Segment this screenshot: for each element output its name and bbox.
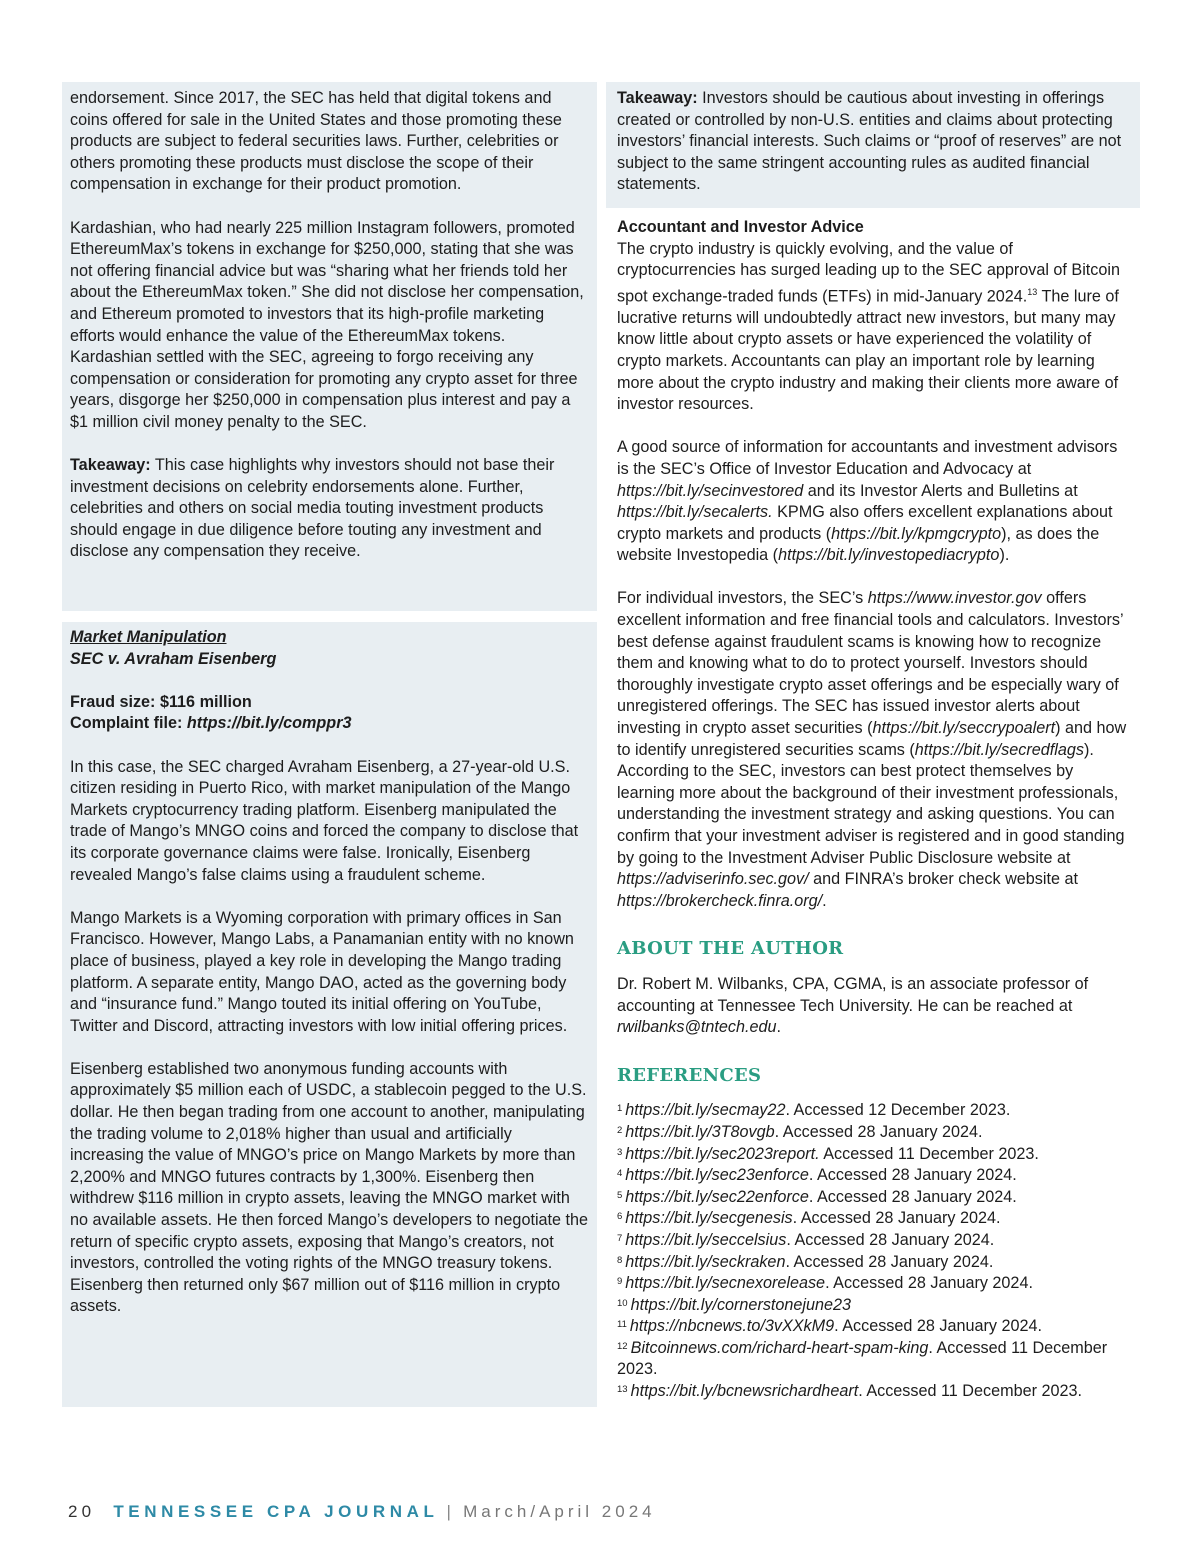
text: .	[776, 1018, 782, 1037]
text: For individual investors, the SEC’s	[617, 589, 868, 608]
left-bottom-paragraph-3: Eisenberg established two anonymous funding accounts with approximately $5 million each of USDC, a stablecoin pegged to the U.S. dollar. He then began trading from one account to another, manipulating the trading volume to 2,018% higher than usual and artificially increasing the value of MNGO’s price on Mango Markets by more than 2,200% and MNGO futures contracts by 1,300%. Eisenberg then withdrew $116 million in crypto assets, leaving the MNGO market with no available assets. He then forced Mango’s developers to negotiate the return of specific crypto assets, exposing that Mango’s creators, not investors, controlled the voting rights of the MNGO treasury tokens. Eisenberg then returned only $67 million out of $116 million in crypto assets.	[70, 1059, 589, 1316]
takeaway-label: Takeaway:	[617, 89, 698, 107]
reference-link[interactable]: https://bit.ly/sec23enforce	[625, 1166, 809, 1185]
advice-heading: Accountant and Investor Advice	[617, 218, 864, 236]
link-secinvestored[interactable]: https://bit.ly/secinvestored	[617, 481, 804, 500]
reference-accessed: . Accessed 12 December 2023.	[785, 1101, 1011, 1120]
left-bottom-paragraph-1: In this case, the SEC charged Avraham Eisenberg, a 27-year-old U.S. citizen residing in Puerto Rico, with market manipulation of the Mango Markets cryptocurrency trading platform. Eisenberg manipulated the trade of Mango’s MNGO coins and forced the company to disclose that its corporate governance claims were false. Ironically, Eisenberg revealed Mango’s false claims using a fraudulent scheme.	[70, 757, 579, 884]
reference-accessed: . Accessed 28 January 2024.	[792, 1209, 1001, 1228]
reference-item	[617, 1208, 1133, 1230]
reference-item	[617, 1273, 1133, 1295]
reference-item	[617, 1144, 1133, 1166]
reference-link[interactable]: https://bit.ly/secmay22	[625, 1101, 786, 1120]
link-kpmgcrypto[interactable]: https://bit.ly/kpmgcrypto	[831, 524, 1002, 543]
reference-item	[617, 1122, 1133, 1144]
reference-number: 2	[617, 1124, 623, 1136]
reference-accessed: . Accessed 11 December 2023.	[858, 1382, 1082, 1401]
reference-number: 9	[617, 1276, 623, 1288]
reference-link[interactable]: https://nbcnews.to/3vXXkM9	[629, 1317, 835, 1336]
reference-link[interactable]: https://bit.ly/seckraken	[625, 1252, 786, 1271]
reference-link[interactable]: https://bit.ly/secnexorelease	[625, 1274, 826, 1293]
reference-item	[617, 1165, 1133, 1187]
reference-link[interactable]: https://bit.ly/secgenesis	[625, 1209, 793, 1228]
case-category: Market Manipulation	[70, 628, 227, 646]
reference-accessed: . Accessed 28 January 2024.	[785, 1252, 994, 1271]
text: offers excellent information and free financial tools and calculators. Investors’ best defense against fraudulent scams is knowing how to recognize them and knowing what to do to protect yourself. Investors should thoroughly investigate crypto asset offerings and be especially wary of unregistered offerings. The SEC has issued investor alerts about investing in crypto asset securities (	[617, 589, 1123, 738]
case-title: SEC v. Avraham Eisenberg	[70, 649, 277, 668]
link-investor-gov[interactable]: https://www.investor.gov	[867, 589, 1042, 608]
individual-investors-paragraph	[617, 588, 1133, 912]
link-adviserinfo[interactable]: https://adviserinfo.sec.gov/	[617, 870, 809, 889]
takeaway-text: Investors should be cautious about investing in offerings created or controlled by non-U.S. entities and claims about protecting investors’ financial interests. Such claims or “proof of reserves” are not subject to the same stringent accounting rules as audited financial statements.	[617, 89, 1122, 194]
text: and FINRA’s broker check website at	[808, 870, 1078, 889]
left-top-takeaway	[70, 455, 589, 563]
left-top-paragraph-2: Kardashian, who had nearly 225 million Instagram followers, promoted EthereumMax’s tokens in exchange for $250,000, stating that she was not offering financial advice but was “sharing what her friends told her about the EthereumMax token.” She did not disclose her compensation, and Ethereum promoted to investors that its high-profile marketing efforts would enhance the value of the EthereumMax tokens. Kardashian settled with the SEC, agreeing to forgo receiving any compensation or consideration for promoting any crypto asset for three years, disgorge her $250,000 in compensation plus interest and pay a $1 million civil money penalty to the SEC.	[70, 218, 584, 431]
link-seccrypoalert[interactable]: https://bit.ly/seccrypoalert	[872, 719, 1056, 738]
page-number: 20	[68, 1502, 96, 1521]
right-takeaway-box	[606, 82, 1140, 208]
text: Dr. Robert M. Wilbanks, CPA, CGMA, is an associate professor of accounting at Tennessee Tech University. He can be reached at	[617, 974, 1089, 1015]
text: ). According to the SEC, investors can best protect themselves by learning more about the background of their investment professionals, understanding the investment strategy and asking questions. You can confirm that your investment adviser is registered and in good standing by going to the Investment Adviser Public Disclosure website at	[617, 740, 1125, 867]
text: and its Investor Alerts and Bulletins at	[803, 481, 1078, 500]
reference-accessed: . Accessed 28 January 2024.	[825, 1274, 1033, 1293]
takeaway-label: Takeaway:	[70, 456, 151, 475]
reference-number: 3	[617, 1146, 623, 1158]
reference-number: 10	[617, 1297, 628, 1309]
reference-accessed: . Accessed 11 December 2023.	[617, 1338, 1108, 1379]
reference-item	[617, 1187, 1133, 1209]
reference-item	[617, 1316, 1133, 1338]
left-bottom-box	[62, 622, 597, 1407]
about-author-heading: ABOUT THE AUTHOR	[617, 938, 844, 960]
reference-accessed: . Accessed 28 January 2024.	[786, 1230, 995, 1249]
reference-number: 4	[617, 1168, 623, 1180]
link-investopediacrypto[interactable]: https://bit.ly/investopediacrypto	[778, 546, 1000, 565]
reference-number: 12	[617, 1340, 628, 1352]
reference-accessed: Accessed 11 December 2023.	[819, 1144, 1039, 1163]
link-secalerts[interactable]: https://bit.ly/secalerts.	[617, 503, 773, 522]
reference-link[interactable]: https://bit.ly/sec22enforce	[625, 1187, 809, 1206]
references-list	[617, 1100, 1133, 1402]
reference-item	[617, 1338, 1133, 1381]
reference-accessed: . Accessed 28 January 2024.	[834, 1317, 1043, 1336]
link-brokercheck[interactable]: https://brokercheck.finra.org/	[617, 891, 823, 910]
reference-item	[617, 1230, 1133, 1252]
text: A good source of information for accountants and investment advisors is the SEC’s Office of Investor Education and Advocacy at	[617, 438, 1118, 478]
left-top-paragraph-1: endorsement. Since 2017, the SEC has held that digital tokens and coins offered for sale in the United States and those promoting these products are subject to federal securities laws. Further, celebrities or others promoting these products must disclose the scope of their compensation in exchange for their product promotion.	[70, 89, 562, 194]
left-bottom-paragraph-2: Mango Markets is a Wyoming corporation with primary offices in San Francisco. However, Mango Labs, a Panamanian entity with no known place of business, played a key role in developing the Mango trading platform. A separate entity, Mango DAO, acted as the governing body and “insurance fund.” Mango touted its initial offering on YouTube, Twitter and Discord, attracting investors with low initial offering prices.	[70, 908, 574, 1035]
page-footer	[68, 1502, 656, 1522]
journal-name: TENNESSEE CPA JOURNAL	[113, 1502, 439, 1521]
references-heading: REFERENCES	[617, 1064, 762, 1086]
reference-accessed: . Accessed 28 January 2024.	[774, 1122, 983, 1141]
reference-number: 8	[617, 1254, 623, 1266]
advice-section	[617, 217, 1133, 416]
text: ), as does the website Investopedia (	[617, 524, 1100, 565]
reference-link[interactable]: https://bit.ly/seccelsius	[625, 1230, 787, 1249]
reference-item	[617, 1100, 1133, 1122]
reference-link[interactable]: Bitcoinnews.com/richard-heart-spam-king	[630, 1338, 929, 1357]
text: .	[822, 891, 827, 910]
fraud-size: Fraud size: $116 million	[70, 692, 252, 711]
complaint-link[interactable]: https://bit.ly/comppr3	[186, 714, 352, 733]
reference-link[interactable]: https://bit.ly/cornerstonejune23	[630, 1295, 852, 1314]
right-main-column	[617, 217, 1133, 1403]
case-header	[70, 627, 589, 670]
resources-paragraph	[617, 437, 1133, 567]
issue-date: March/April 2024	[463, 1502, 656, 1521]
text: KPMG also offers excellent explanations about crypto markets and products (	[617, 503, 1113, 543]
text: ) and how to identify unregistered securities scams (	[617, 719, 1127, 759]
reference-item	[617, 1252, 1133, 1274]
reference-link[interactable]: https://bit.ly/3T8ovgb	[625, 1122, 775, 1141]
left-top-box	[62, 82, 597, 611]
case-facts	[70, 692, 589, 735]
reference-item	[617, 1381, 1133, 1403]
takeaway-text: This case highlights why investors should not base their investment decisions on celebrity endorsements alone. Further, celebrities and others on social media touting investment products should engage in due diligence before touting any investment and disclose any compensation they receive.	[70, 456, 555, 561]
reference-number: 5	[617, 1189, 623, 1201]
right-takeaway	[617, 88, 1129, 196]
reference-number: 11	[617, 1319, 627, 1331]
advice-text: The crypto industry is quickly evolving, and the value of cryptocurrencies has surged leading up to the SEC approval of Bitcoin spot exchange-traded funds (ETFs) in mid-January 2024.	[617, 239, 1120, 306]
reference-number: 6	[617, 1211, 623, 1223]
reference-number: 1	[617, 1103, 623, 1115]
footer-separator: |	[446, 1502, 456, 1521]
reference-link[interactable]: https://bit.ly/bcnewsrichardheart	[630, 1382, 859, 1401]
reference-number: 13	[617, 1384, 628, 1396]
footnote-13: 13	[1027, 286, 1038, 297]
reference-number: 7	[617, 1232, 623, 1244]
link-secredflags[interactable]: https://bit.ly/secredflags	[914, 740, 1084, 759]
advice-text-cont: The lure of lucrative returns will undoubtedly attract new investors, but many may know little about crypto assets or have experienced the volatility of crypto markets. Accountants can play an important role by learning more about the crypto industry and making their clients more aware of investor resources.	[617, 287, 1119, 414]
reference-link[interactable]: https://bit.ly/sec2023report.	[625, 1144, 820, 1163]
reference-accessed: . Accessed 28 January 2024.	[808, 1166, 1017, 1185]
reference-accessed: . Accessed 28 January 2024.	[808, 1187, 1017, 1206]
about-author-text	[617, 974, 1133, 1039]
complaint-label: Complaint file:	[70, 714, 187, 733]
reference-item	[617, 1295, 1133, 1317]
text: ).	[999, 546, 1010, 565]
author-email[interactable]: rwilbanks@tntech.edu	[617, 1018, 777, 1037]
